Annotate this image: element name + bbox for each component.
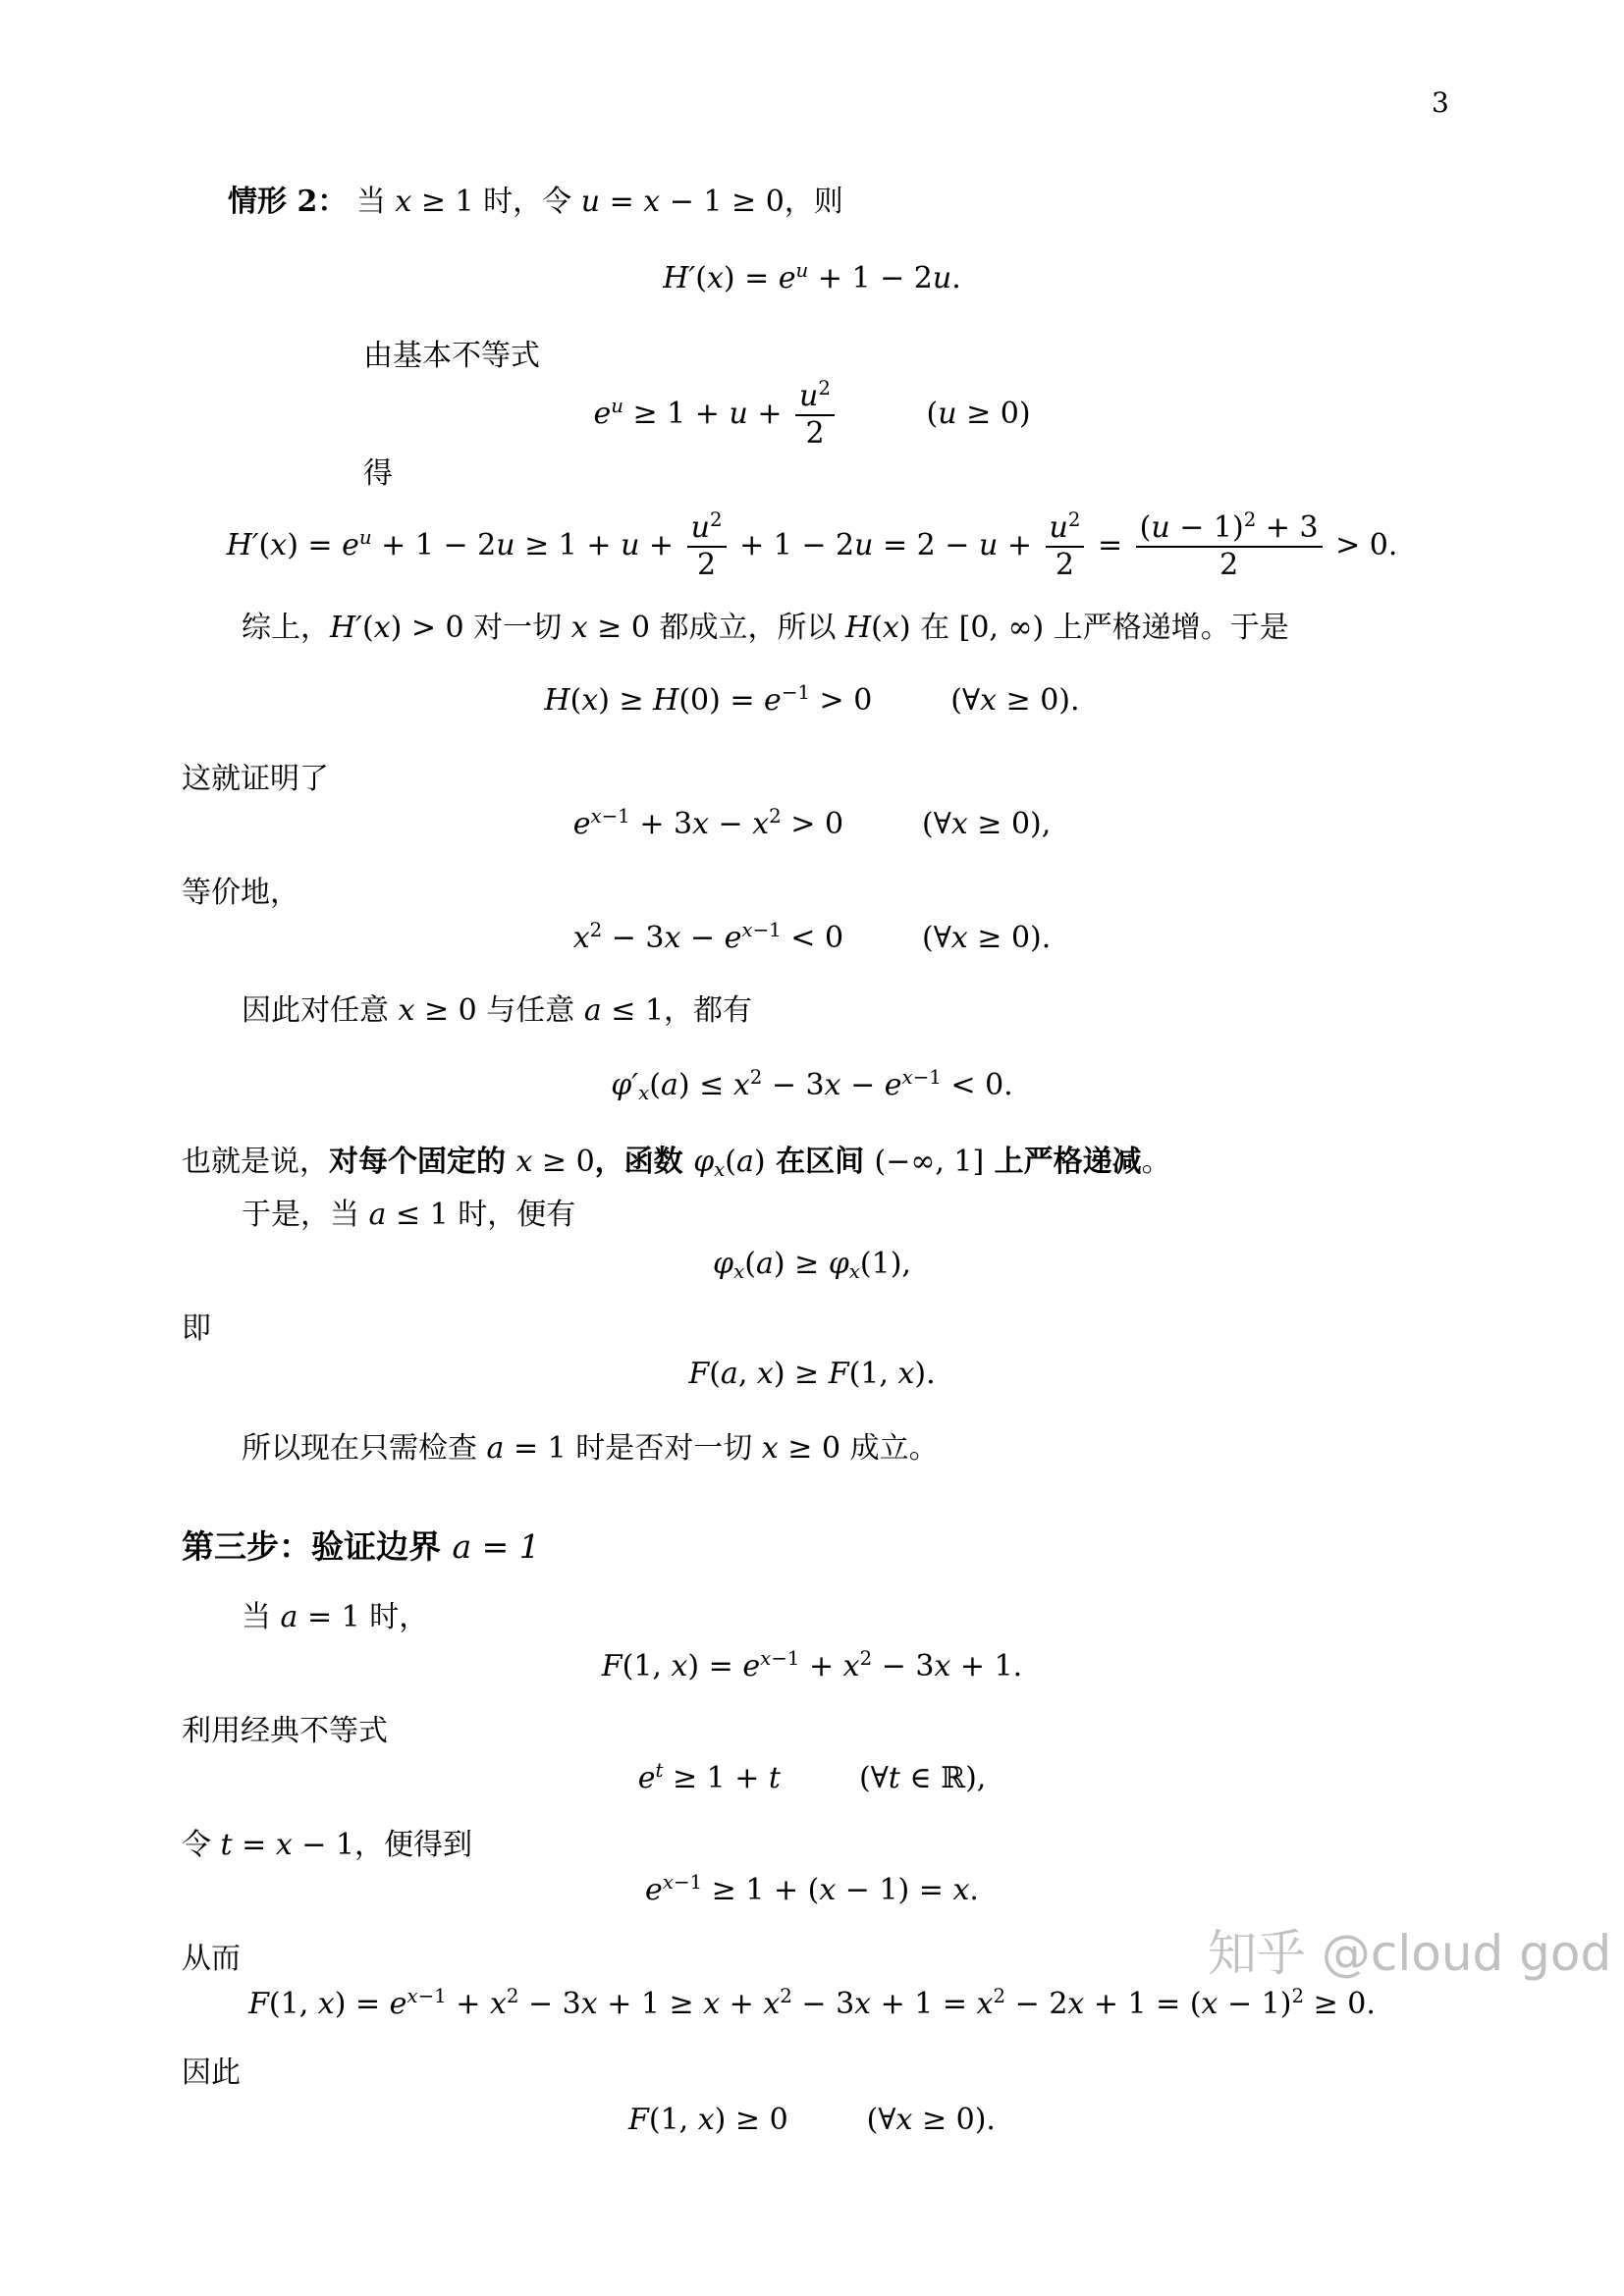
paragraph-so: 于是，当 a ≤ 1 时，便有	[242, 1198, 576, 1232]
equation-exp-bound: $e^{x-1} \ge 1 + (x - 1) = x$.	[645, 1871, 979, 1907]
equation-classic: $e^t \ge 1 + t$ (∀t ∈ ℝ),	[637, 1759, 987, 1795]
paragraph-let: 令 t = x − 1，便得到	[182, 1828, 473, 1862]
equation-f-compare: F(a, x) ≥ F(1, x).	[688, 1357, 936, 1391]
paragraph-basic-inequality: 由基本不等式	[363, 339, 540, 373]
equation-basic-inequality: $e^u \ge 1 + u$ + $\frac{u^2}{2}$ (u ≥ 0)	[593, 377, 1031, 451]
paragraph-summary: 综上，H′(x) > 0 对一切 x ≥ 0 都成立，所以 H(x) 在 [0, ∞) 上严格递增。于是	[242, 611, 1289, 645]
paragraph-proved: 这就证明了	[182, 762, 329, 796]
paragraph-classic: 利用经典不等式	[182, 1714, 388, 1748]
page-number: 3	[1432, 86, 1449, 119]
step3-heading: 第三步：验证边界 a = 1	[182, 1527, 540, 1566]
paragraph-de: 得	[363, 456, 393, 491]
equation-equivalent: $x^2 - 3x - e^{x-1} < 0$ (∀x ≥ 0).	[572, 919, 1052, 955]
paragraph-hence: 因此	[182, 2056, 241, 2090]
equation-hprime-chain: $H'(x) = e^u + 1 - 2u \ge 1 + u$ + $\frac{u^2}{2}$ + 1 − 2u = 2 − u + $\frac{u^2}{2}$ = $\frac{(u - 1)^2 + 3}{2}$ > 0.	[226, 508, 1398, 582]
equation-phi-compare: $\varphi_x(a) \ge \varphi_x(1)$,	[713, 1247, 911, 1283]
equation-h-positive: $H(x) \ge H(0) = e^{-1} > 0$ (∀x ≥ 0).	[544, 681, 1080, 718]
paragraph-that-is: 也就是说，对每个固定的 x ≥ 0，函数 $\varphi_x(a)$ 在区间 (−∞, 1] 上严格递减。	[182, 1145, 1171, 1181]
paragraph-ie: 即	[182, 1311, 211, 1346]
case2-label: 情形 2：	[228, 185, 348, 219]
equation-f1x-chain: F(1, $x) = e^{x-1} + x^2 - 3x + 1 \ge x + x^2 - 3x + 1 = x^2 - 2x + 1 = (x - 1)^2 \ge 0$.	[248, 1985, 1376, 2021]
equation-final: F(1, x) ≥ 0 (∀x ≥ 0).	[628, 2103, 996, 2137]
paragraph-check: 所以现在只需检查 a = 1 时是否对一切 x ≥ 0 成立。	[242, 1431, 939, 1466]
equation-phi-derivative: $\varphi'_x(a) \le x^2 - 3x - e^{x-1} < 0$.	[611, 1066, 1013, 1104]
equation-proved: $e^{x-1} + 3x - x^2 > 0$ (∀x ≥ 0),	[572, 805, 1052, 841]
paragraph-thus: 从而	[182, 1942, 241, 1976]
case2-line: 情形 2： 当 x ≥ 1 时，令 u = x − 1 ≥ 0，则	[228, 185, 843, 219]
paragraph-therefore: 因此对任意 x ≥ 0 与任意 a ≤ 1，都有	[242, 993, 753, 1028]
equation-f1x: F(1, $x) = e^{x-1} + x^2 - 3x + 1$.	[601, 1647, 1023, 1683]
watermark: 知乎 @cloud god	[1208, 1925, 1612, 1982]
equation-hprime: $H'(x) = e^u + 1 - 2u$.	[663, 259, 961, 295]
paragraph-when: 当 a = 1 时，	[242, 1600, 429, 1634]
paragraph-equivalent: 等价地，	[182, 876, 299, 910]
